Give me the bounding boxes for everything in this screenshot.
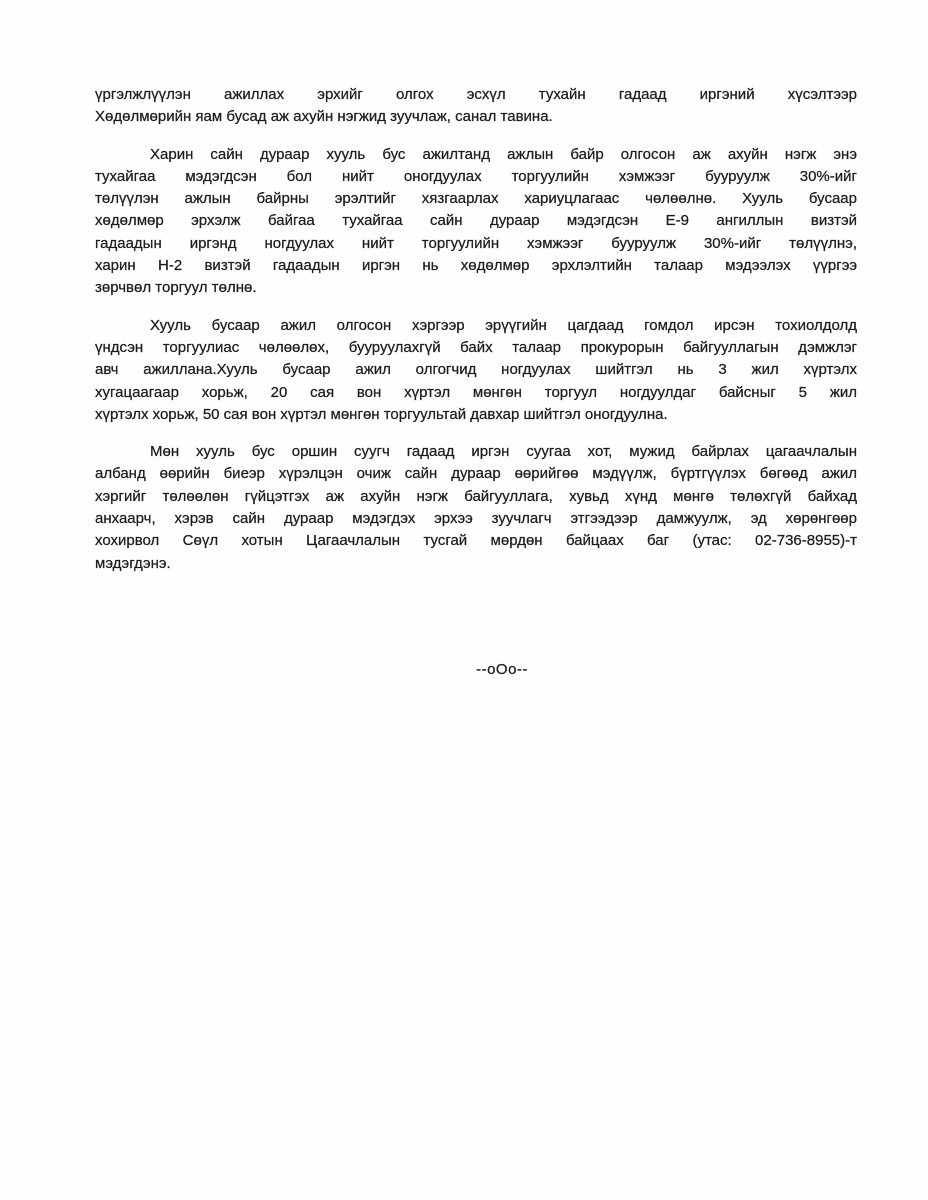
text-line: үндсэн торгуулиас чөлөөлөх, бууруулахгүй байх талаар прокурорын байгууллагын дэмжлэг	[95, 338, 857, 356]
text-line: хохирвол Сөүл хотын Цагаачлалын тусгай мөрдөн байцаах баг (утас: 02-736-8955)-т	[95, 532, 857, 550]
text-line: үргэлжлүүлэн ажиллах эрхийг олгох эсхүл тухайн гадаад иргэний хүсэлтээр	[95, 86, 857, 103]
text-line: мэдэгдэнэ.	[95, 554, 171, 572]
text-line: төлүүлэн ажлын байрны эрэлтийг хязгаарлах хариуцлагаас чөлөөлнө. Хууль бусаар	[95, 190, 857, 208]
document-text	[95, 84, 857, 681]
paragraph	[95, 84, 857, 129]
text-line: харин H-2 визтэй гадаадын иргэн нь хөдөлмөр эрхлэлтийн талаар мэдээлэх үүргээ	[95, 257, 857, 275]
text-line: тухайгаа мэдэгдсэн бол нийт оногдуулах торгуулийн хэмжээг бууруулж 30%-ийг	[95, 167, 857, 185]
closing-mark: --oOo--	[476, 660, 528, 678]
paragraph	[95, 144, 857, 300]
text-line: анхаарч, хэрэв сайн дураар мэдэгдэх эрхээ зуучлагч этгээдээр дамжуулж, эд хөрөнгөөр	[95, 510, 857, 528]
text-line: хэргийг төлөөлөн гүйцэтгэх аж ахуйн нэгж байгууллага, хувьд хүнд мөнгө төлөхгүй байхад	[95, 487, 857, 505]
text-line: зөрчвөл торгуул төлнө.	[95, 279, 257, 297]
text-line: авч ажиллана.Хууль бусаар ажил олгогчид ногдуулах шийтгэл нь 3 жил хүртэлх	[95, 361, 857, 379]
text-line: албанд өөрийн биеэр хүрэлцэн очиж сайн дураар өөрийгөө мэдүүлж, бүртгүүлэх бөгөөд ажил	[95, 465, 857, 483]
text-line: хугацаагаар хорьж, 20 сая вон хүртэл мөнгөн торгуул ногдуулдаг байсныг 5 жил	[95, 383, 857, 401]
text-line: Хууль бусаар ажил олгосон хэргээр эрүүгийн цагдаад гомдол ирсэн тохиолдолд	[150, 316, 857, 334]
text-line: Хөдөлмөрийн яам бусад аж ахуйн нэгжид зуучлаж, санал тавина.	[95, 108, 553, 126]
text-line: Харин сайн дураар хууль бус ажилтанд ажлын байр олгосон аж ахуйн нэгж энэ	[150, 145, 857, 163]
paragraph	[95, 315, 857, 426]
text-line: Мөн хууль бус оршин суугч гадаад иргэн суугаа хот, мужид байрлах цагаачлалын	[150, 443, 857, 461]
text-line: хөдөлмөр эрхэлж байгаа тухайгаа сайн дураар мэдэгдсэн E-9 ангиллын визтэй	[95, 212, 857, 230]
paragraph	[95, 441, 857, 575]
text-line: хүртэлх хорьж, 50 сая вон хүртэл мөнгөн торгуультай давхар шийтгэл оногдуулна.	[95, 405, 668, 423]
text-line: гадаадын иргэнд ногдуулах нийт торгуулийн хэмжээг бууруулж 30%-ийг төлүүлнэ,	[95, 234, 857, 252]
